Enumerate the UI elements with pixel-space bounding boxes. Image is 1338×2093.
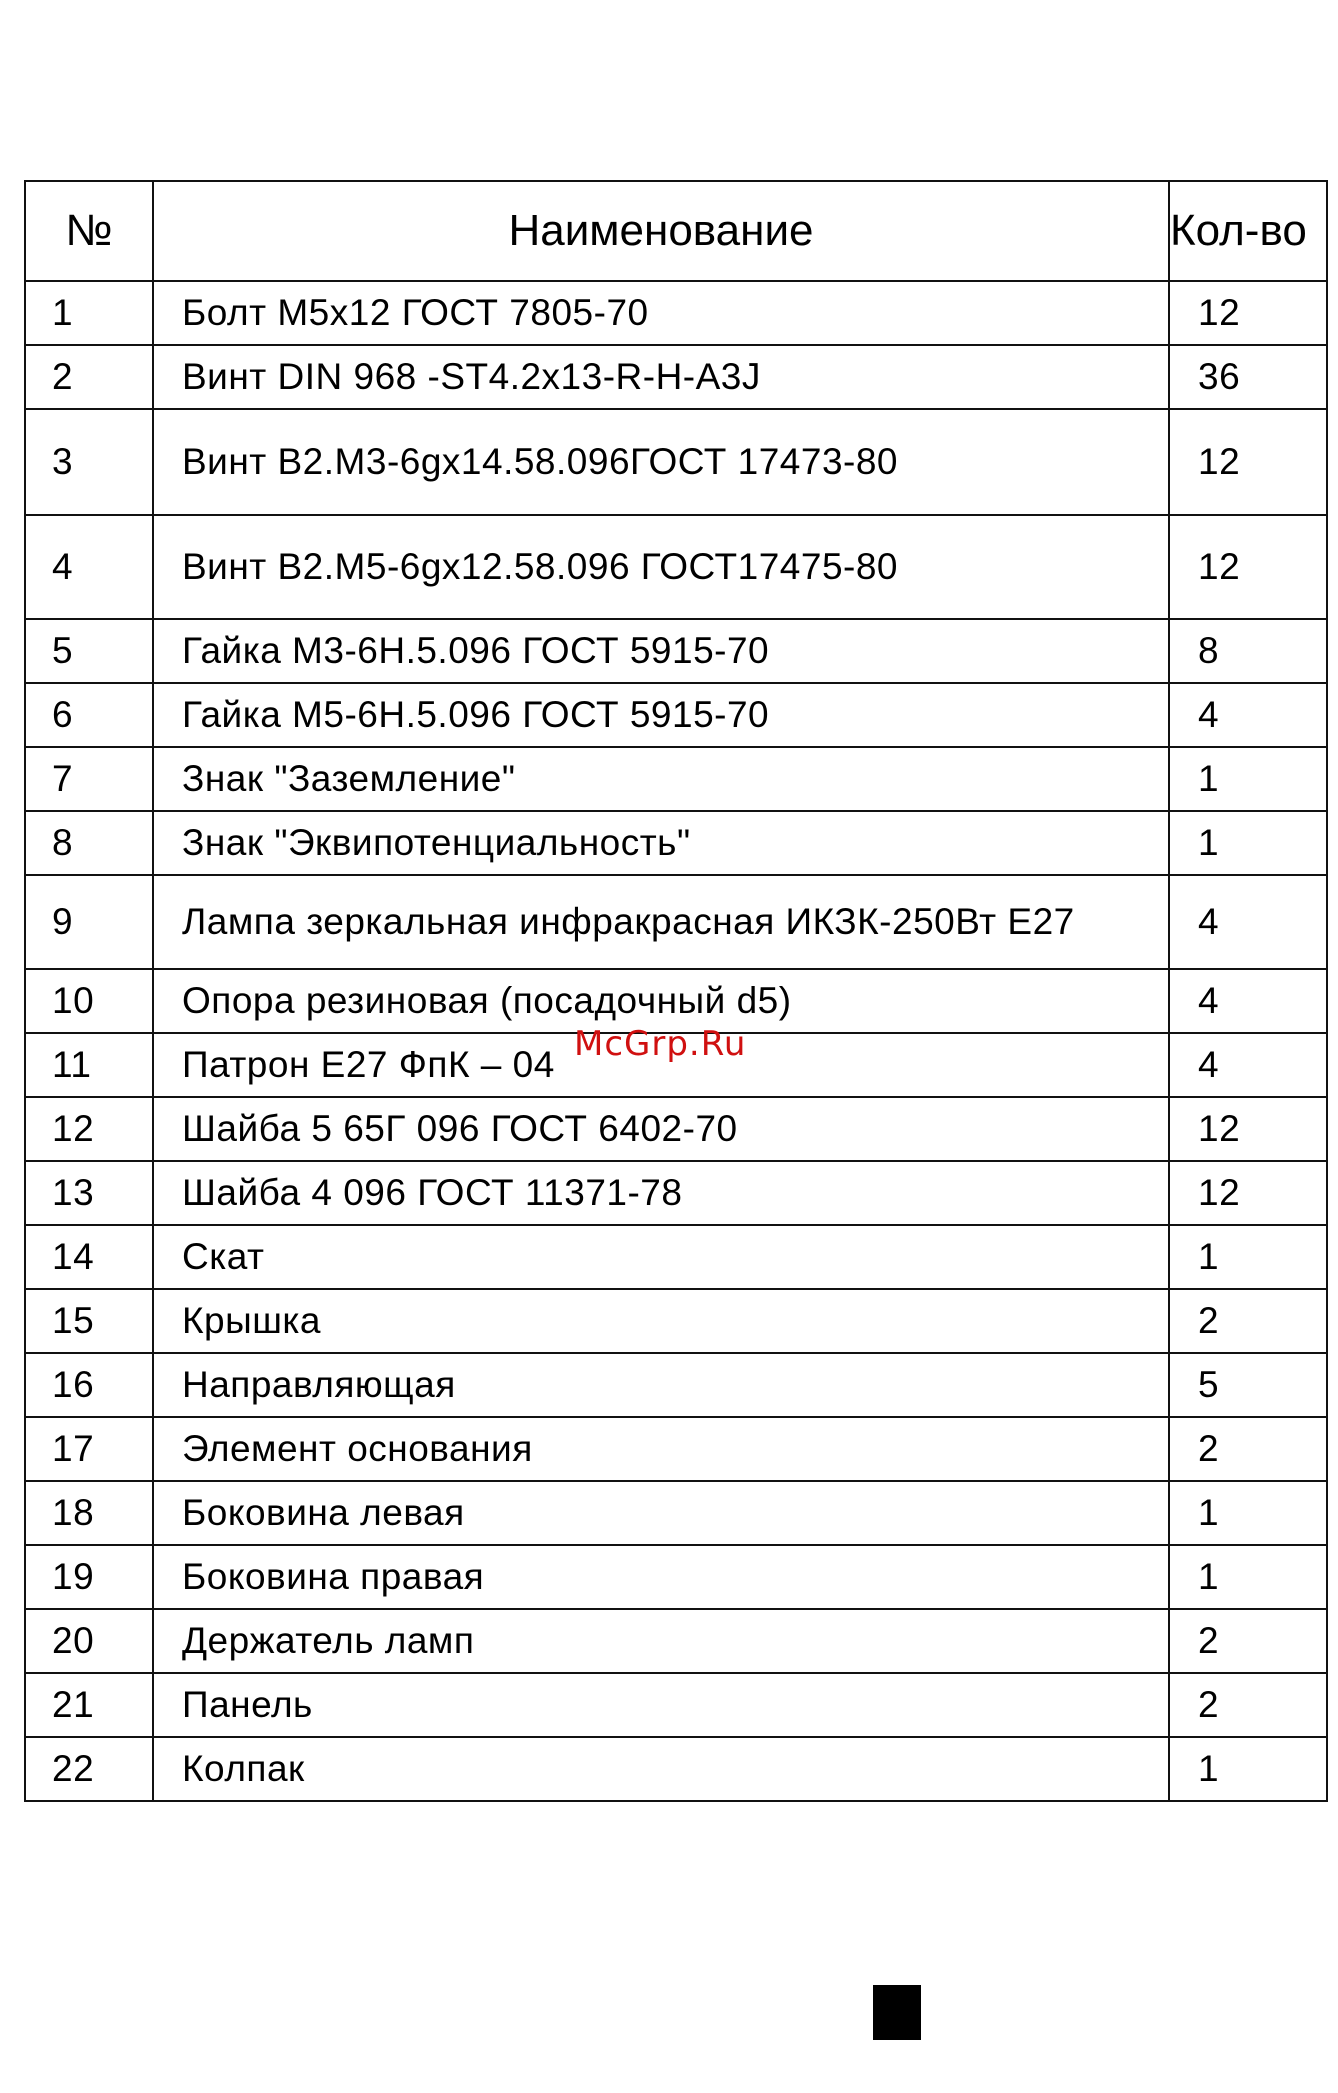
table-row	[25, 1481, 1327, 1545]
row-number-cell: 15	[25, 1289, 153, 1353]
row-qty-cell: 8	[1169, 619, 1327, 683]
row-name-cell: Скат	[153, 1225, 1169, 1289]
row-number-cell: 9	[25, 875, 153, 969]
row-qty-cell: 12	[1169, 409, 1327, 515]
watermark: McGrp.Ru	[574, 1024, 747, 1064]
row-name-cell: Болт М5х12 ГОСТ 7805-70	[153, 281, 1169, 345]
row-name-cell: Винт В2.М3-6gx14.58.096ГОСТ 17473-80	[153, 409, 1169, 515]
row-number-cell: 13	[25, 1161, 153, 1225]
row-qty-cell: 1	[1169, 1481, 1327, 1545]
row-number-cell: 1	[25, 281, 153, 345]
row-number-cell: 11	[25, 1033, 153, 1097]
table-row	[25, 683, 1327, 747]
row-name-cell: Знак "Эквипотенциальность"	[153, 811, 1169, 875]
row-number-cell: 12	[25, 1097, 153, 1161]
header-num: №	[25, 181, 153, 281]
table-row	[25, 1097, 1327, 1161]
row-qty-cell: 4	[1169, 1033, 1327, 1097]
table-row	[25, 409, 1327, 515]
row-number-cell: 19	[25, 1545, 153, 1609]
row-number-cell: 4	[25, 515, 153, 619]
row-qty-cell: 4	[1169, 875, 1327, 969]
row-number-cell: 7	[25, 747, 153, 811]
row-name-cell: Панель	[153, 1673, 1169, 1737]
row-name-cell: Знак "Заземление"	[153, 747, 1169, 811]
row-name-cell: Направляющая	[153, 1353, 1169, 1417]
table-row	[25, 515, 1327, 619]
row-number-cell: 18	[25, 1481, 153, 1545]
row-name-cell: Шайба 5 65Г 096 ГОСТ 6402-70	[153, 1097, 1169, 1161]
row-qty-cell: 4	[1169, 683, 1327, 747]
row-name-cell: Винт DIN 968 -ST4.2x13-R-H-A3J	[153, 345, 1169, 409]
row-name-cell: Боковина правая	[153, 1545, 1169, 1609]
row-qty-cell: 1	[1169, 1225, 1327, 1289]
row-number-cell: 2	[25, 345, 153, 409]
header-name: Наименование	[153, 181, 1169, 281]
table-row	[25, 1737, 1327, 1801]
row-qty-cell: 2	[1169, 1673, 1327, 1737]
row-name-cell: Держатель ламп	[153, 1609, 1169, 1673]
row-qty-cell: 1	[1169, 1737, 1327, 1801]
row-qty-cell: 12	[1169, 281, 1327, 345]
row-qty-cell: 12	[1169, 515, 1327, 619]
table-row	[25, 811, 1327, 875]
row-number-cell: 21	[25, 1673, 153, 1737]
row-number-cell: 6	[25, 683, 153, 747]
row-number-cell: 16	[25, 1353, 153, 1417]
table-row	[25, 875, 1327, 969]
row-qty-cell: 1	[1169, 1545, 1327, 1609]
row-qty-cell: 2	[1169, 1289, 1327, 1353]
row-qty-cell: 2	[1169, 1417, 1327, 1481]
table-row	[25, 1417, 1327, 1481]
row-name-cell: Патрон Е27 ФпК – 04	[153, 1033, 1169, 1097]
row-qty-cell: 36	[1169, 345, 1327, 409]
table-row	[25, 1545, 1327, 1609]
parts-table	[24, 180, 1328, 1802]
row-name-cell: Колпак	[153, 1737, 1169, 1801]
row-name-cell: Лампа зеркальная инфракрасная ИКЗК-250Вт Е27	[153, 875, 1169, 969]
row-number-cell: 3	[25, 409, 153, 515]
table-row	[25, 1225, 1327, 1289]
header-qty: Кол-во	[1169, 181, 1327, 281]
table-row	[25, 281, 1327, 345]
row-qty-cell: 1	[1169, 811, 1327, 875]
row-number-cell: 8	[25, 811, 153, 875]
table-row	[25, 1353, 1327, 1417]
row-number-cell: 10	[25, 969, 153, 1033]
row-name-cell: Винт В2.М5-6gx12.58.096 ГОСТ17475-80	[153, 515, 1169, 619]
row-name-cell: Шайба 4 096 ГОСТ 11371-78	[153, 1161, 1169, 1225]
table-row	[25, 1161, 1327, 1225]
table-row	[25, 747, 1327, 811]
row-number-cell: 14	[25, 1225, 153, 1289]
row-qty-cell: 2	[1169, 1609, 1327, 1673]
table-row	[25, 1289, 1327, 1353]
table-row	[25, 1609, 1327, 1673]
row-qty-cell: 5	[1169, 1353, 1327, 1417]
row-qty-cell: 12	[1169, 1097, 1327, 1161]
table-row	[25, 619, 1327, 683]
table-header-row	[25, 181, 1327, 281]
row-name-cell: Гайка М5-6Н.5.096 ГОСТ 5915-70	[153, 683, 1169, 747]
row-name-cell: Крышка	[153, 1289, 1169, 1353]
row-number-cell: 17	[25, 1417, 153, 1481]
row-name-cell: Боковина левая	[153, 1481, 1169, 1545]
row-qty-cell: 4	[1169, 969, 1327, 1033]
table-row	[25, 1673, 1327, 1737]
row-qty-cell: 12	[1169, 1161, 1327, 1225]
row-qty-cell: 1	[1169, 747, 1327, 811]
row-number-cell: 20	[25, 1609, 153, 1673]
row-name-cell: Опора резиновая (посадочный d5)	[153, 969, 1169, 1033]
row-name-cell: Элемент основания	[153, 1417, 1169, 1481]
page-marker	[873, 1985, 921, 2040]
row-name-cell: Гайка М3-6Н.5.096 ГОСТ 5915-70	[153, 619, 1169, 683]
table-row	[25, 345, 1327, 409]
row-number-cell: 22	[25, 1737, 153, 1801]
row-number-cell: 5	[25, 619, 153, 683]
